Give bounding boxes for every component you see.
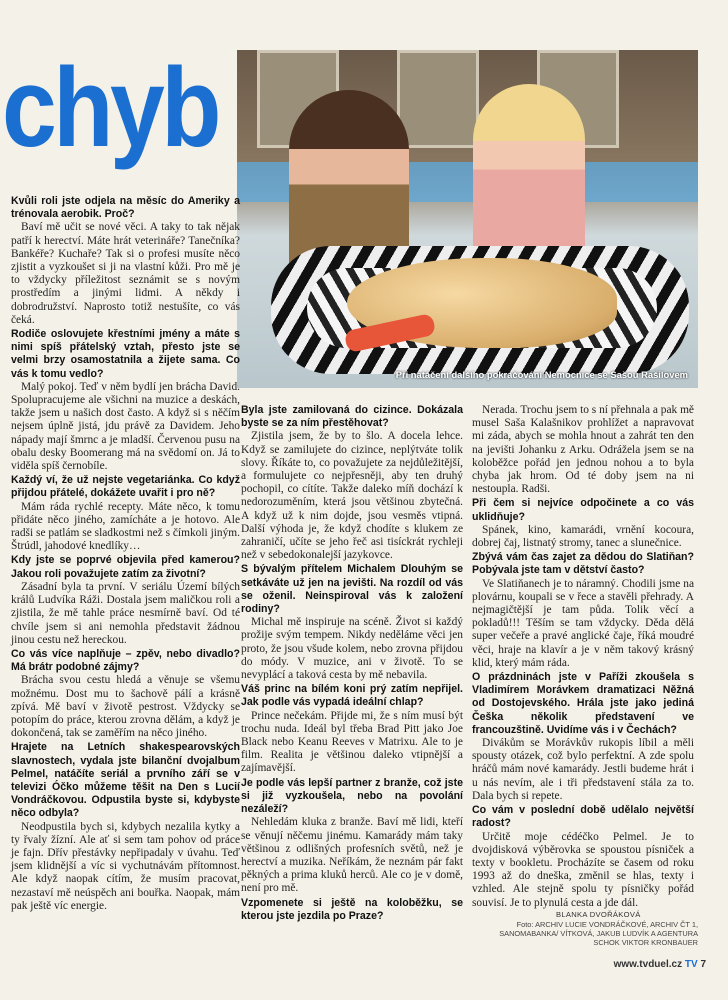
question: Hrajete na Letních shakespearovských slavnostech, vydala jste bilanční dvojalbum Pelmel, natáčíte seriál a prvního září se v televizi Óčko můžeme těšit na Den s Lucií Vondráčkovou. Odpustila byste si, kdybyste něco odbyla? xyxy=(11,741,240,820)
page-footer xyxy=(614,959,706,970)
text-column-1 xyxy=(11,195,240,914)
headline-word: chyb xyxy=(2,45,218,170)
answer: Určitě moje cédéčko Pelmel. Je to dvojdisková výběrovka se spoustou písniček a texty v bookletu. Procházíte se časem od roku 1993 až do dneška, změnil se hlas, texty i vzhled. Ale stejně spolu ty písničky pořád souvisí. Je to plynulá cesta a jde dál. xyxy=(472,830,694,909)
photo-caption: Při natáčení dalšího pokračování Nemocnice se Sašou Rašilovem xyxy=(395,369,688,380)
photo-credits: Foto: ARCHIV LUCIE VONDRÁČKOVÉ, ARCHIV ČT 1, SANOMABANKA/ VÍTKOVÁ, JAKUB LUDVÍK A AGENTURA SCHOK VIKTOR KRONBAUER xyxy=(499,920,698,947)
question: Byla jste zamilovaná do cizince. Dokázala byste se za ním přestěhovat? xyxy=(241,404,463,430)
question: Kvůli roli jste odjela na měsíc do Ameriky a trénovala aerobik. Proč? xyxy=(11,195,240,221)
question: Kdy jste se poprvé objevila před kamerou? Jakou roli považujete zatím za životní? xyxy=(11,554,240,580)
question: Váš princ na bílém koni prý zatím nepřijel. Jak podle vás vypadá ideální chlap? xyxy=(241,683,463,709)
answer: Baví mě učit se nové věci. A taky to tak nějak patří k herectví. Máte hrát veterináře? Tanečníka? Bankéře? Kuchaře? Tak si o profesi musíte něco zjistit a vyzkoušet si ji na vlastní kůži. Pro mě je to vždycky příležitost seznámit se s novým prostředím a jinými lidmi. A někdy i dobrodružství. Naprosto totiž nestušíte, co vás čeká. xyxy=(11,221,240,326)
text-column-2 xyxy=(241,404,463,923)
question: Rodiče oslovujete křestními jmény a máte s nimi spíš přátelský vztah, přesto jste se velmi brzy osamostatnila a žijete sama. Co vás k tomu vedlo? xyxy=(11,328,240,380)
footer-brand: TV xyxy=(684,959,698,970)
answer: Nerada. Trochu jsem to s ní přehnala a pak mě musel Saša Kalašnikov prohlížet a napravovat mi záda, abych se mohla hnout a zahrát ten den na jevišti Johanku z Arku. Odrážela jsem se na koloběžce pořád jen jednou nohou a to byla chyba jak hrom. Od té doby jsem na ni nestoupla. Radši. xyxy=(472,404,694,496)
answer: Spánek, kino, kamarádi, vrnění kocoura, dobrej čaj, listnatý stromy, tanec a slunečnice. xyxy=(472,523,694,550)
question: Je podle vás lepší partner z branže, což jste si již vyzkoušela, nebo na povolání nezáleží? xyxy=(241,776,463,816)
question: S bývalým přítelem Michalem Dlouhým se setkáváte už jen na jevišti. Na rozdíl od vás se oženil. Neinspiroval vás k založení rodiny? xyxy=(241,563,463,616)
answer: Nehledám kluka z branže. Baví mě lidi, kteří se věnují něčemu jinému. Kamarády mám taky většinou z odlišných profesních světů, než je herectví a muzika. Neříkám, že neznám pár fakt pěkných a prima kluků herců. Ale co je v domě, není pro mě. xyxy=(241,816,463,895)
footer-url: www.tvduel.cz xyxy=(613,959,683,970)
author-name: BLANKA DVOŘÁKOVÁ xyxy=(556,910,641,919)
text-column-3 xyxy=(472,404,694,911)
answer: Prince nečekám. Přijde mi, že s ním musí být trochu nuda. Ideál byl třeba Brad Pitt jako Joe Black nebo Keanu Reeves v Matrixu. Ale to je film. Realita je většinou daleko vtipnější a zajímavější. xyxy=(241,709,463,775)
question: Zbývá vám čas zajet za dědou do Slatiňan? Pobývala jste tam v dětství často? xyxy=(472,551,694,577)
answer: Michal mě inspiruje na scéně. Život si každý prožije svým tempem. Nikdy neděláme věci jen proto, že jsou všude kolem, nebo zrovna přijdou do módy. V muzice, ani v životě. To se nevyplácí a taková cesta by mě nebavila. xyxy=(241,616,463,682)
question: Každý ví, že už nejste vegetariánka. Co když přijdou přátelé, dokážete uvařit i pro ně? xyxy=(11,474,240,500)
answer: Mám ráda rychlé recepty. Máte něco, k tomu přidáte něco jiného, zamícháte a je hotovo. Ale radši se patlám se sladkostmi než s čímkoli jiným. Štrúdl, jahodové knedlíky… xyxy=(11,500,240,553)
question: Vzpomenete si ještě na koloběžku, se kterou jste jezdila po Praze? xyxy=(241,896,463,922)
page-number: 7 xyxy=(700,959,706,970)
question: O prázdninách jste v Paříži zkoušela s Vladimírem Morávkem dramatizaci Něžná od Dostojevského. Hrála jste jako jediná Češka několik představení ve francouzštině. Uvidíme vás i v Čechách? xyxy=(472,671,694,736)
answer: Zjistila jsem, že by to šlo. A docela lehce. Když se zamilujete do cizince, neplýtváte tolik slovy. Říkáte to, co považujete za nejdůležitější, a formulujete co nejpřesněji, aby ten druhý pochopil, co cítíte. Takže daleko míň dochází k nedorozuměním, která jsou většinou zbytečná. A když už k nim dojde, jsou vesměs vtipná. Další výhoda je, že když chodíte s klukem ze zahraničí, učíte se jeho řeč asi tisíckrát rychleji než v sebedokonalejší jazykovce. xyxy=(241,430,463,562)
window-shape xyxy=(397,50,479,148)
question: Co vás více naplňuje – zpěv, nebo divadlo? Má brátr podobné zájmy? xyxy=(11,647,240,674)
answer: Zásadní byla ta první. V seriálu Území bílých králů Ludvíka Ráži. Dostala jsem maličkou roli a zjistila, že mě tahle práce nesmírně baví. Od té chvíle jsem si ani nemohla představit žádnou jinou cestu než hereckou. xyxy=(11,580,240,646)
answer: Divákům se Morávkův rukopis líbil a měli spousty otázek, což bylo perfektní. A zde spolu hráčů mám nové kamarády. Jestli budeme hrát i u nás nevím, ale i tři představení stála za to. Dala bych si repete. xyxy=(472,737,694,802)
question: Při čem si nejvíce odpočinete a co vás uklidňuje? xyxy=(472,497,694,523)
question: Co vám v poslední době udělalo největší radost? xyxy=(472,804,694,830)
answer: Brácha svou cestu hledá a věnuje se všemu možnému. Dost mu to šachově pálí a krásně zpívá. Mě baví v životě pestrost. Vždycky se potopím do práce, kterou zrovna dělám, a když je dokončená, tak se zaměřím na něco jiného. xyxy=(11,674,240,740)
article-photo xyxy=(237,50,698,388)
answer: Malý pokoj. Teď v něm bydlí jen brácha David. Spolupracujeme ale všichni na muzice a deskách, takže jsem u našich dost často. A když si s něčím nejsem úplně jistá, jdu právě za Davidem. Jeho nápady mají šmrnc a je mladší. Červenou pusu na obalu desky Boomerang má na svědomí on. Já to viděla spíš černobíle. xyxy=(11,380,240,473)
answer: Ve Slatiňanech je to náramný. Chodili jsme na plovárnu, koupali se v řece a stavěli přehrady. A nejmagičtější je tam půda. Tolik věcí a pokladů!!! Těším se tam vždycky. Děda dělá super večeře a pravé anglické čaje, říká moudré věci, hraje na klavír a je v něm takový krásný klid, který mám ráda. xyxy=(472,577,694,669)
answer: Neodpustila bych si, kdybych nezalila kytky a ty řvaly žízní. Ale ať si sem tam pohov od práce je fajn. Dřív přestávky nepřipadaly v úvahu. Teď jsem klidnější a víc si vychutnávám přítomnost. Ale když naopak cítím, že musím pracovat, nezastaví mě neúspěch ani bouřka. Naopak, mám pak ještě víc energie. xyxy=(11,820,240,912)
